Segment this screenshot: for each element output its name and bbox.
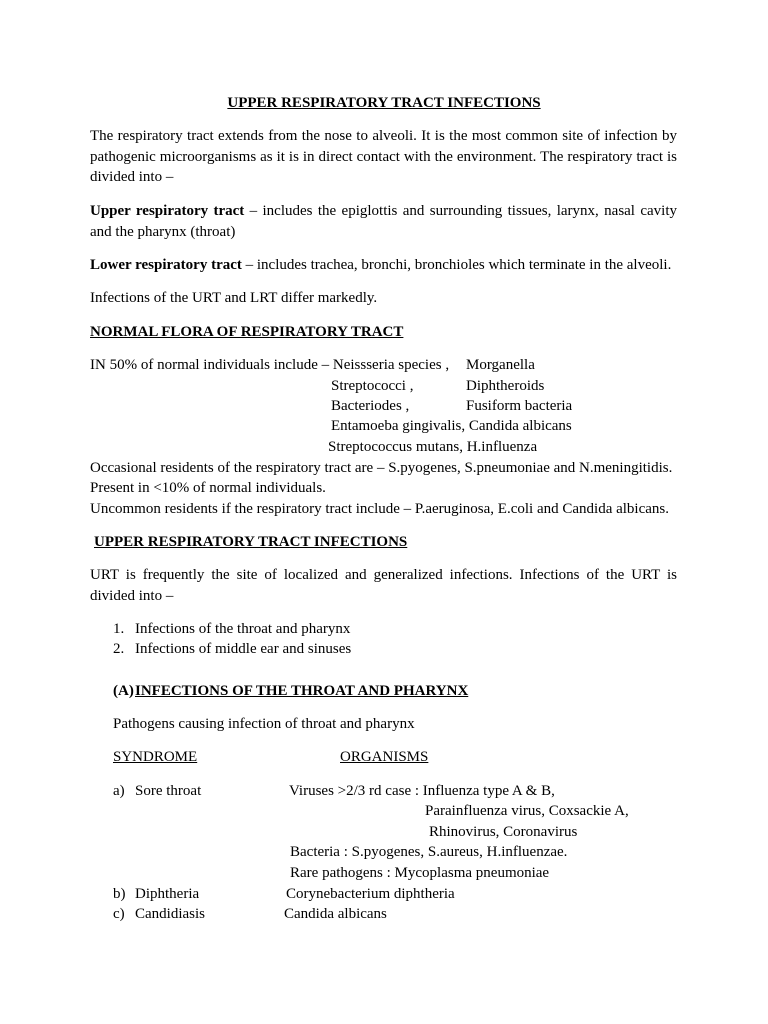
sore-throat-organisms-line3: Rhinovirus, Coronavirus <box>429 824 578 840</box>
syndrome-diphtheria: Diphtheria <box>135 886 200 902</box>
urt-list-num-2: 2. <box>113 641 125 657</box>
flora-diphtheroids: Diphtheroids <box>466 378 545 394</box>
flora-streptococcus-mutans: Streptococcus mutans, H.influenza <box>328 439 538 455</box>
syndrome-letter-c: c) <box>113 906 125 922</box>
upper-tract-paragraph <box>90 201 677 242</box>
urt-list-num-1: 1. <box>113 621 125 637</box>
syndrome-sore-throat: Sore throat <box>135 783 202 799</box>
section-a-prefix: (A) <box>113 683 134 699</box>
pathogens-text: Pathogens causing infection of throat and pharynx <box>113 716 415 732</box>
upper-tract-term: Upper respiratory tract <box>90 203 245 219</box>
flora-morganella: Morganella <box>466 357 535 373</box>
differ-text: Infections of the URT and LRT differ markedly. <box>90 290 378 306</box>
sore-throat-organisms-line2: Parainfluenza virus, Coxsackie A, <box>425 803 629 819</box>
flora-streptococci: Streptococci , <box>331 378 414 394</box>
lower-tract-paragraph <box>90 255 677 276</box>
candidiasis-organisms: Candida albicans <box>284 906 387 922</box>
flora-uncommon: Uncommon residents if the respiratory tract include – P.aeruginosa, E.coli and Candida albicans. <box>90 501 670 517</box>
sore-throat-organisms-line1: Viruses >2/3 rd case : Influenza type A & B, <box>289 783 555 799</box>
syndrome-candidiasis: Candidiasis <box>135 906 205 922</box>
organisms-column-header: ORGANISMS <box>340 749 429 765</box>
sore-throat-organisms-line4: Bacteria : S.pyogenes, S.aureus, H.influenzae. <box>290 844 568 860</box>
syndrome-column-header: SYNDROME <box>113 749 198 765</box>
flora-entamoeba: Entamoeba gingivalis, Candida albicans <box>331 418 572 434</box>
flora-occasional-line1: Occasional residents of the respiratory tract are – S.pyogenes, S.pneumoniae and N.meningitidis. <box>90 460 673 476</box>
urt-heading: UPPER RESPIRATORY TRACT INFECTIONS <box>94 534 408 550</box>
flora-lead: IN 50% of normal individuals include – Neissseria species , <box>90 357 450 373</box>
flora-bacteriodes: Bacteriodes , <box>331 398 410 414</box>
syndrome-letter-b: b) <box>113 886 126 902</box>
syndrome-letter-a: a) <box>113 783 125 799</box>
urt-paragraph: URT is frequently the site of localized and generalized infections. Infections of the URT is divided into – <box>90 567 677 604</box>
flora-fusiform: Fusiform bacteria <box>466 398 573 414</box>
section-a-heading: INFECTIONS OF THE THROAT AND PHARYNX <box>135 683 469 699</box>
lower-tract-definition: – includes trachea, bronchi, bronchioles which terminate in the alveoli. <box>241 257 672 273</box>
intro-paragraph: The respiratory tract extends from the nose to alveoli. It is the most common site of infection by pathogenic microorganisms as it is in direct contact with the environment. The respiratory tract is divided into – <box>90 128 677 185</box>
page-title: UPPER RESPIRATORY TRACT INFECTIONS <box>227 95 541 111</box>
flora-heading: NORMAL FLORA OF RESPIRATORY TRACT <box>90 324 404 340</box>
lower-tract-term: Lower respiratory tract <box>90 257 242 273</box>
flora-occasional-line2: Present in <10% of normal individuals. <box>90 480 326 496</box>
urt-list-item-2: Infections of middle ear and sinuses <box>135 641 352 657</box>
upper-tract-definition: – includes the epiglottis and surrounding tissues, larynx, nasal cavity and the pharynx (throat) <box>90 203 677 240</box>
diphtheria-organisms: Corynebacterium diphtheria <box>286 886 455 902</box>
urt-list-item-1: Infections of the throat and pharynx <box>135 621 351 637</box>
sore-throat-organisms-line5: Rare pathogens : Mycoplasma pneumoniae <box>290 865 550 881</box>
